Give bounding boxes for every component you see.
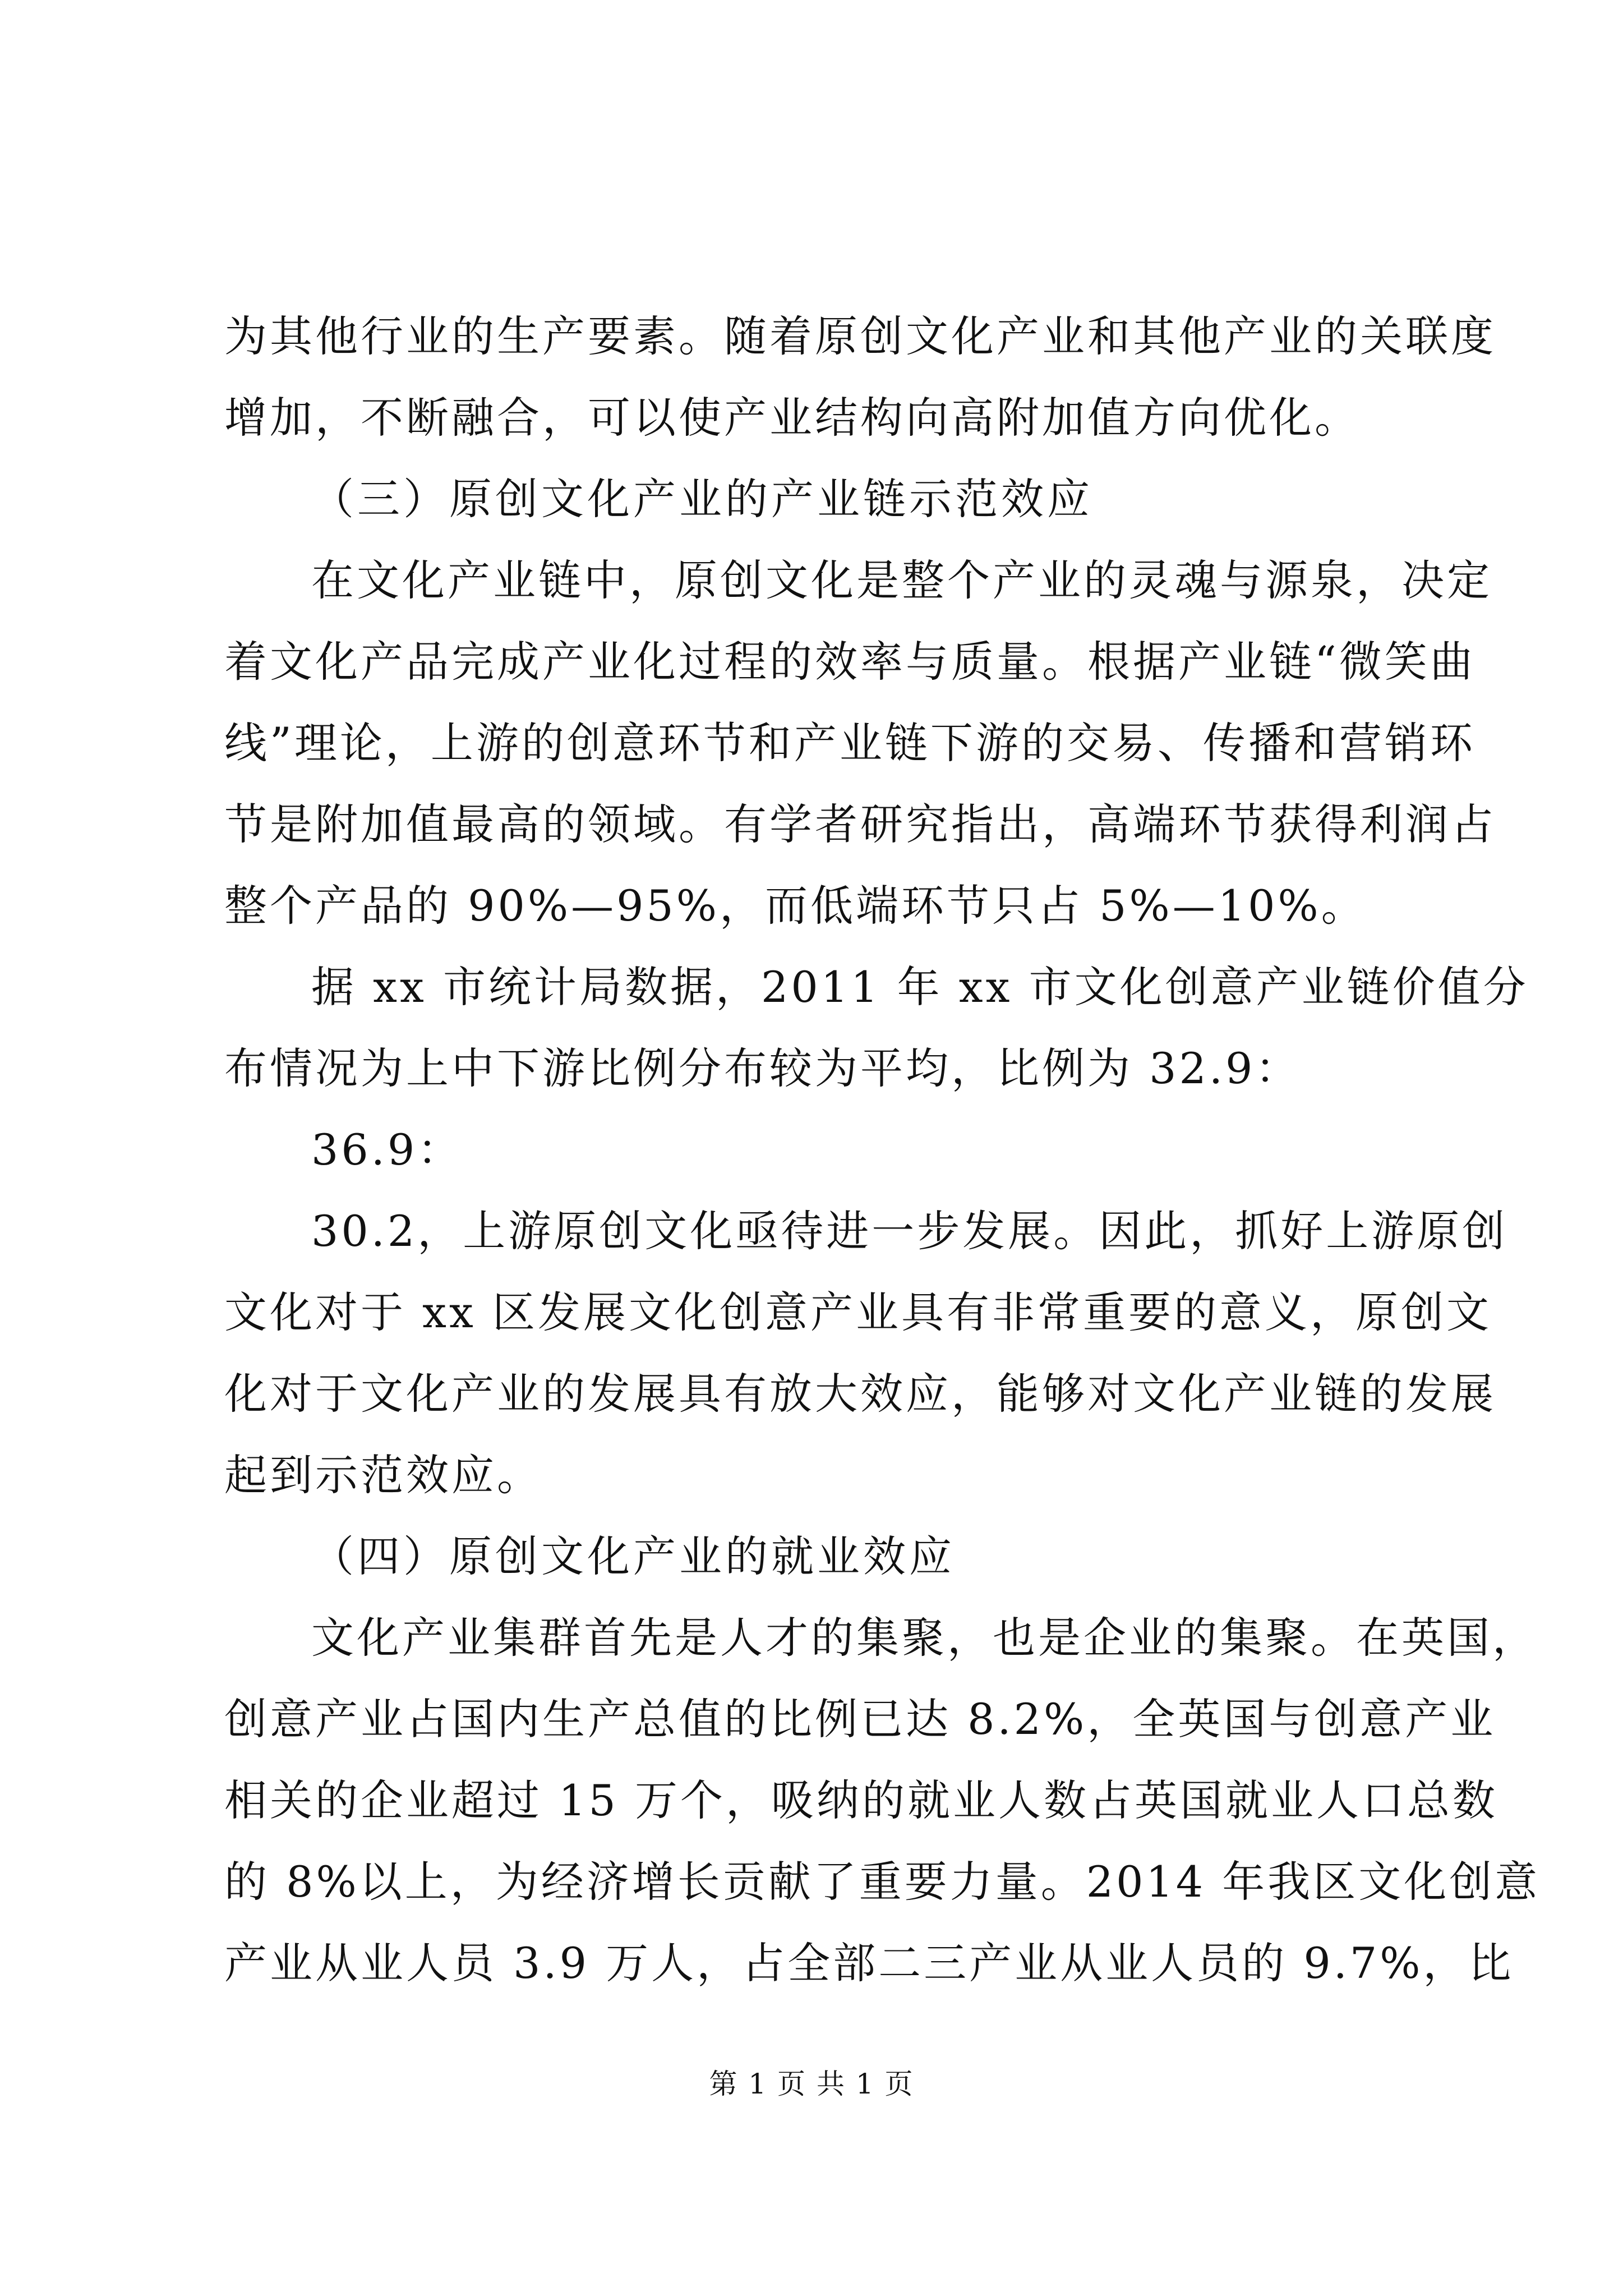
text-line: 的 8%以上，为经济增长贡献了重要力量。2014 年我区文化创意 bbox=[224, 1857, 1541, 1907]
text-line: 节是附加值最高的领域。有学者研究指出，高端环节获得利润占 bbox=[224, 799, 1496, 849]
text-line: 30.2，上游原创文化亟待进一步发展。因此，抓好上游原创 bbox=[311, 1206, 1508, 1256]
text-line: 文化产业集群首先是人才的集聚，也是企业的集聚。在英国， bbox=[311, 1613, 1538, 1663]
text-line: 起到示范效应。 bbox=[224, 1450, 542, 1500]
text-line: 为其他行业的生产要素。随着原创文化产业和其他产业的关联度 bbox=[224, 311, 1496, 361]
text-line: 在文化产业链中，原创文化是整个产业的灵魂与源泉，决定 bbox=[311, 555, 1492, 605]
text-line: 化对于文化产业的发展具有放大效应，能够对文化产业链的发展 bbox=[224, 1369, 1496, 1419]
section-heading: （四）原创文化产业的就业效应 bbox=[311, 1531, 955, 1581]
page-footer: 第 1 页 共 1 页 bbox=[709, 2068, 914, 2100]
text-line: 整个产品的 90%—95%，而低端环节只占 5%—10%。 bbox=[224, 881, 1367, 931]
text-line: 着文化产品完成产业化过程的效率与质量。根据产业链“微笑曲 bbox=[224, 637, 1476, 687]
text-line: 据 xx 市统计局数据，2011 年 xx 市文化创意产业链价值分 bbox=[311, 962, 1529, 1012]
text-line: 布情况为上中下游比例分布较为平均，比例为 32.9： bbox=[224, 1043, 1301, 1093]
text-line: 创意产业占国内生产总值的比例已达 8.2%，全英国与创意产业 bbox=[224, 1694, 1496, 1744]
text-line: 产业从业人员 3.9 万人，占全部二三产业从业人员的 9.7%，比 bbox=[224, 1938, 1514, 1988]
text-line: 线”理论，上游的创意环节和产业链下游的交易、传播和营销环 bbox=[224, 718, 1476, 768]
text-line: 相关的企业超过 15 万个，吸纳的就业人数占英国就业人口总数 bbox=[224, 1775, 1498, 1825]
text-line: 36.9： bbox=[311, 1125, 463, 1175]
text-line: 文化对于 xx 区发展文化创意产业具有非常重要的意义，原创文 bbox=[224, 1287, 1492, 1337]
section-heading: （三）原创文化产业的产业链示范效应 bbox=[311, 474, 1093, 524]
text-line: 增加，不断融合，可以使产业结构向高附加值方向优化。 bbox=[224, 393, 1360, 443]
